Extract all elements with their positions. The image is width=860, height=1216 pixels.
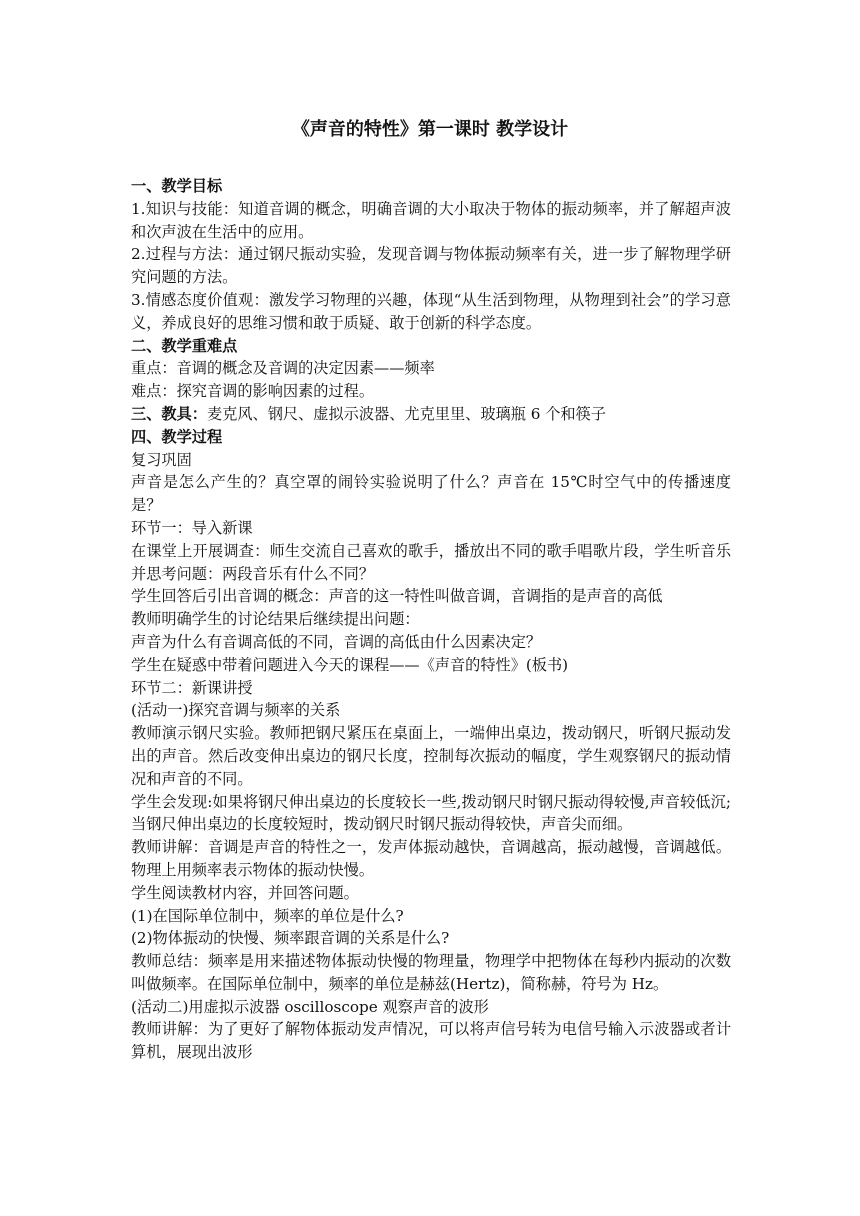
teaching-aids-list: 麦克风、钢尺、虚拟示波器、尤克里里、玻璃瓶 6 个和筷子 <box>206 404 606 423</box>
paragraph: 教师演示钢尺实验。教师把钢尺紧压在桌面上，一端伸出桌边，拨动钢尺，听钢尺振动发出的声音。然后改变伸出桌边的钢尺长度，控制每次振动的幅度，学生观察钢尺的振动情况和声音的不同。 <box>131 724 731 788</box>
paragraph: 重点：音调的概念及音调的决定因素——频率 <box>131 359 435 378</box>
paragraph: 声音是怎么产生的？真空罩的闹铃实验说明了什么？声音在 15℃时空气中的传播速度是？ <box>131 473 731 515</box>
paragraph: 3.情感态度价值观：激发学习物理的兴趣，体现“从生活到物理，从物理到社会”的学习意义，养成良好的思维习惯和敢于质疑、敢于创新的科学态度。 <box>131 290 731 332</box>
paragraph: 复习巩固 <box>131 450 192 469</box>
paragraph: 难点：探究音调的影响因素的过程。 <box>131 382 374 401</box>
paragraph: 2.过程与方法：通过钢尺振动实验，发现音调与物体振动频率有关，进一步了解物理学研究问题的方法。 <box>131 245 731 287</box>
paragraph: 环节二：新课讲授 <box>131 678 253 697</box>
paragraph: 在课堂上开展调查：师生交流自己喜欢的歌手，播放出不同的歌手唱歌片段，学生听音乐并思考问题：两段音乐有什么不同？ <box>131 541 731 583</box>
document-body <box>131 175 731 1064</box>
paragraph: 学生回答后引出音调的概念：声音的这一特性叫做音调，音调指的是声音的高低 <box>131 587 663 606</box>
paragraph: 环节一：导入新课 <box>131 518 253 537</box>
paragraph: 声音为什么有音调高低的不同，音调的高低由什么因素决定？ <box>131 632 542 651</box>
page-title: 《声音的特性》第一课时 教学设计 <box>291 119 569 140</box>
section-teaching-aids <box>131 403 731 426</box>
section-heading-key-points: 二、教学重难点 <box>131 336 238 355</box>
paragraph: 学生会发现:如果将钢尺伸出桌边的长度较长一些,拨动钢尺时钢尺振动得较慢,声音较低沉;当钢尺伸出桌边的长度较短时，拨动钢尺时钢尺振动得较快，声音尖而细。 <box>131 792 731 834</box>
paragraph: (1)在国际单位制中，频率的单位是什么? <box>131 906 404 925</box>
section-heading-objectives: 一、教学目标 <box>131 177 223 195</box>
paragraph: 教师讲解：音调是声音的特性之一，发声体振动越快，音调越高，振动越慢，音调越低。物理上用频率表示物体的振动快慢。 <box>131 838 731 879</box>
paragraph: 学生阅读教材内容，并回答问题。 <box>131 883 359 902</box>
paragraph: (2)物体振动的快慢、频率跟音调的关系是什么? <box>131 929 450 948</box>
paragraph: 教师讲解：为了更好了解物体振动发声情况，可以将声信号转为电信号输入示波器或者计算机，展现出波形 <box>131 1020 731 1062</box>
paragraph: 1.知识与技能：知道音调的概念，明确音调的大小取决于物体的振动频率，并了解超声波和次声波在生活中的应用。 <box>131 199 731 241</box>
paragraph: (活动一)探究音调与频率的关系 <box>131 701 341 720</box>
paragraph: 教师明确学生的讨论结果后继续提出问题： <box>131 610 420 629</box>
section-heading-process: 四、教学过程 <box>131 427 223 446</box>
paragraph: (活动二)用虚拟示波器 oscilloscope 观察声音的波形 <box>131 997 489 1016</box>
paragraph: 教师总结：频率是用来描述物体振动快慢的物理量，物理学中把物体在每秒内振动的次数叫做频率。在国际单位制中，频率的单位是赫兹(Hertz)，简称赫，符号为 Hz。 <box>131 952 731 993</box>
section-heading-teaching-aids: 三、教具： <box>131 404 207 423</box>
paragraph: 学生在疑惑中带着问题进入今天的课程——《声音的特性》(板书) <box>131 655 569 674</box>
